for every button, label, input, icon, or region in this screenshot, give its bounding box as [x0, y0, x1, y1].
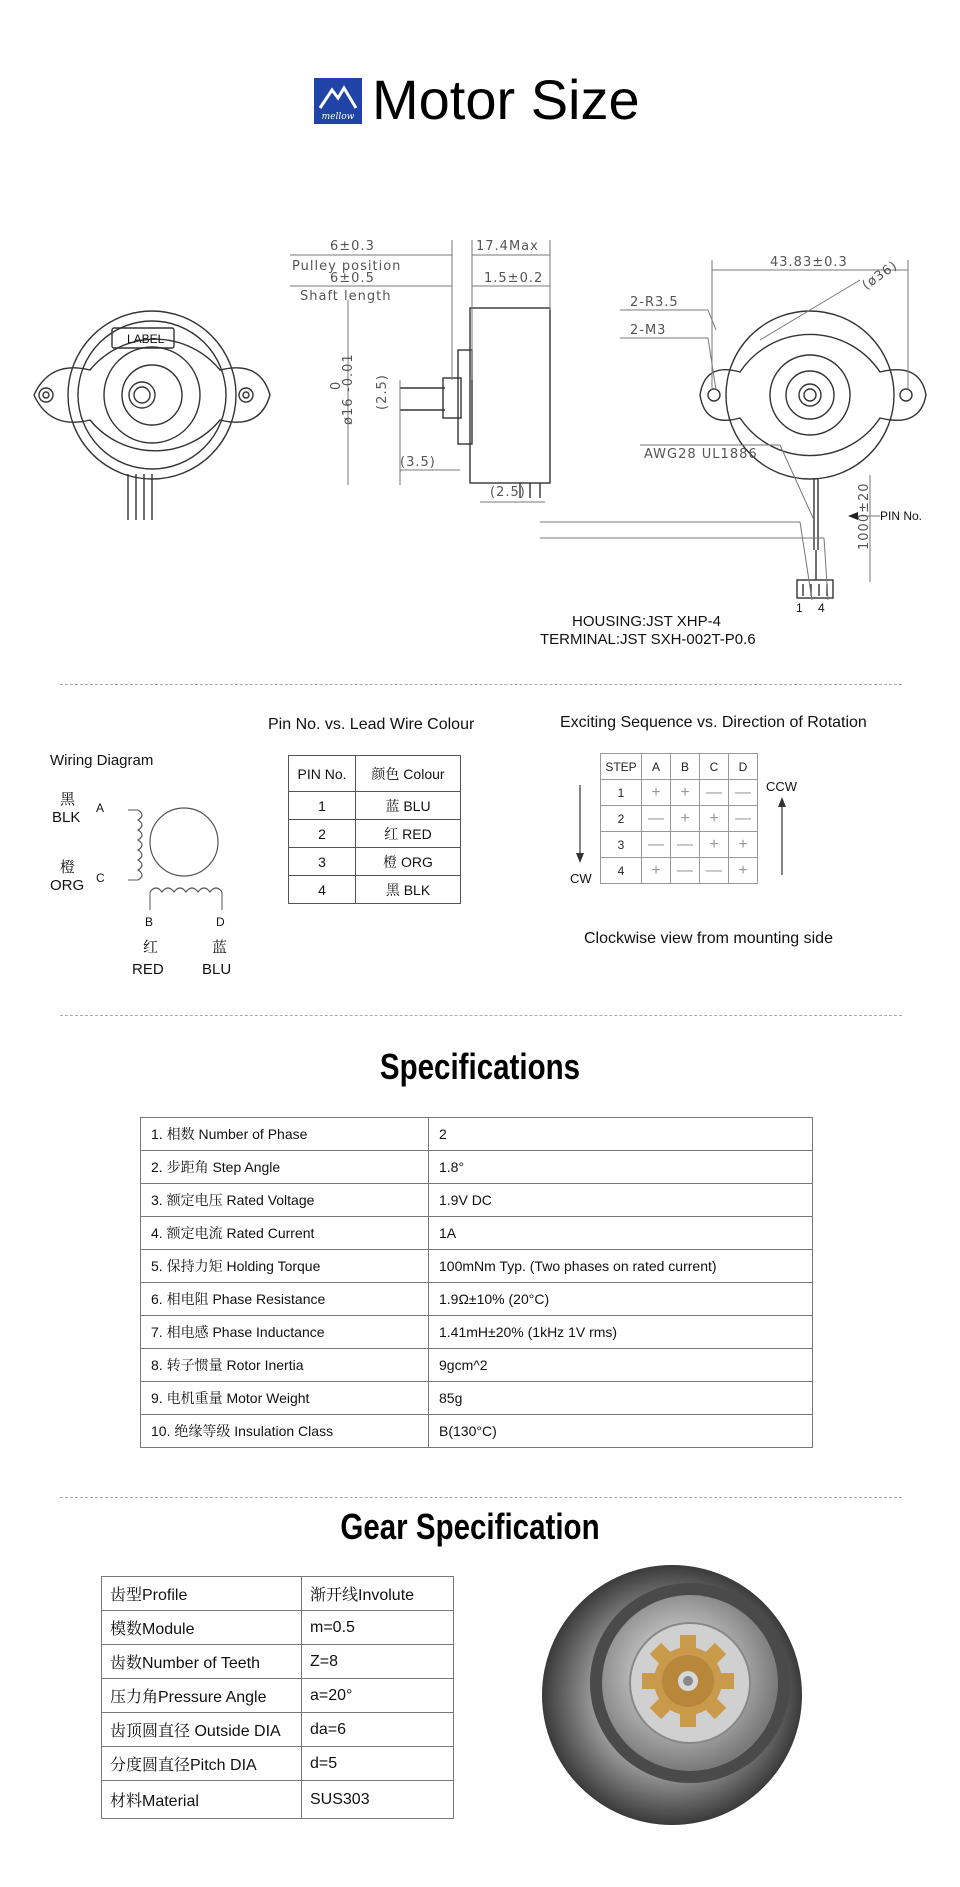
- section-divider: [60, 1015, 902, 1016]
- svg-text:17.4Max: 17.4Max: [476, 239, 539, 254]
- header-c: C: [700, 754, 729, 780]
- table-row: [141, 1118, 813, 1151]
- table-row: [141, 1250, 813, 1283]
- svg-text:BLK: BLK: [52, 809, 81, 826]
- svg-text:B: B: [145, 915, 154, 929]
- spec-label: 2. 步距角 Step Angle: [141, 1151, 429, 1184]
- gear-label: 齿数Number of Teeth: [102, 1645, 302, 1679]
- wiring-diagram: [40, 780, 260, 990]
- table-row: [289, 792, 461, 820]
- gear-label: 齿顶圆直径 Outside DIA: [102, 1713, 302, 1747]
- rear-view-flange: [700, 334, 926, 455]
- svg-text:C: C: [96, 871, 105, 885]
- spec-value: 2: [429, 1118, 813, 1151]
- svg-text:4: 4: [818, 601, 825, 615]
- svg-text:(ø36): (ø36): [859, 258, 901, 294]
- table-row: [141, 1415, 813, 1448]
- colour-cell: 黑 BLK: [356, 876, 461, 904]
- gear-label: 齿型Profile: [102, 1577, 302, 1611]
- spec-value: 1.9V DC: [429, 1184, 813, 1217]
- table-row: [141, 1349, 813, 1382]
- svg-text:红: 红: [143, 939, 159, 956]
- pin-cell: 3: [289, 848, 356, 876]
- colour-cell: 红 RED: [356, 820, 461, 848]
- table-row: [102, 1679, 454, 1713]
- svg-text:蓝: 蓝: [212, 939, 228, 956]
- gear-label: 模数Module: [102, 1611, 302, 1645]
- svg-text:CW: CW: [570, 871, 592, 886]
- svg-text:D: D: [216, 915, 225, 929]
- brass-gear-icon: [642, 1635, 734, 1727]
- gear-value: SUS303: [302, 1781, 454, 1819]
- table-row: [289, 820, 461, 848]
- table-row: [102, 1577, 454, 1611]
- spec-label: 8. 转子惯量 Rotor Inertia: [141, 1349, 429, 1382]
- motor-dimension-drawing: [0, 220, 960, 660]
- svg-text:(2.5): (2.5): [375, 374, 390, 410]
- gear-label: 压力角Pressure Angle: [102, 1679, 302, 1713]
- page-title: Motor Size: [372, 68, 640, 131]
- rotation-arrows: [570, 775, 800, 895]
- spec-value: 85g: [429, 1382, 813, 1415]
- pin-colour-table: [288, 755, 461, 904]
- polarity-cell: —: [700, 858, 729, 884]
- gear-value: Z=8: [302, 1645, 454, 1679]
- colour-cell: 橙 ORG: [356, 848, 461, 876]
- svg-text:6±0.3: 6±0.3: [330, 239, 375, 254]
- gear-value: d=5: [302, 1747, 454, 1781]
- svg-text:mellow: mellow: [321, 112, 355, 122]
- spec-value: 9gcm^2: [429, 1349, 813, 1382]
- polarity-cell: +: [700, 832, 729, 858]
- header-b: B: [671, 754, 700, 780]
- brand-logo: [314, 78, 362, 124]
- spec-label: 10. 绝缘等级 Insulation Class: [141, 1415, 429, 1448]
- gear-photo: [540, 1563, 805, 1828]
- table-row: [141, 1217, 813, 1250]
- mountain-logo-icon: [314, 78, 362, 124]
- table-row: [102, 1645, 454, 1679]
- header-colour: 颜色 Colour: [356, 756, 461, 792]
- polarity-cell: —: [729, 780, 758, 806]
- spec-value: 1A: [429, 1217, 813, 1250]
- spec-label: 1. 相数 Number of Phase: [141, 1118, 429, 1151]
- svg-text:A: A: [96, 801, 105, 815]
- pin-cell: 4: [289, 876, 356, 904]
- rotation-note: Clockwise view from mounting side: [584, 930, 833, 947]
- svg-text:ø16: ø16: [341, 397, 356, 425]
- side-view-body: [470, 308, 550, 483]
- spec-label: 5. 保持力矩 Holding Torque: [141, 1250, 429, 1283]
- table-row: [141, 1382, 813, 1415]
- gear-label: 材料Material: [102, 1781, 302, 1819]
- svg-text:0: 0: [329, 380, 344, 390]
- table-row: [289, 876, 461, 904]
- svg-text:1: 1: [796, 601, 803, 615]
- gear-value: a=20°: [302, 1679, 454, 1713]
- arrow-down-icon: [576, 853, 584, 863]
- svg-text:橙: 橙: [60, 859, 76, 876]
- table-row: [141, 1184, 813, 1217]
- table-row: [141, 1283, 813, 1316]
- table-row: [141, 1316, 813, 1349]
- header-pin: PIN No.: [289, 756, 356, 792]
- step-cell: 1: [601, 780, 642, 806]
- svg-text:AWG28 UL1886: AWG28 UL1886: [644, 447, 758, 462]
- polarity-cell: +: [729, 832, 758, 858]
- step-cell: 2: [601, 806, 642, 832]
- table-row: [102, 1781, 454, 1819]
- polarity-cell: +: [671, 780, 700, 806]
- pin-cell: 2: [289, 820, 356, 848]
- svg-text:ORG: ORG: [50, 877, 85, 894]
- spec-label: 4. 额定电流 Rated Current: [141, 1217, 429, 1250]
- spec-value: 1.9Ω±10% (20°C): [429, 1283, 813, 1316]
- table-row: [141, 1151, 813, 1184]
- header-a: A: [642, 754, 671, 780]
- polarity-cell: —: [700, 780, 729, 806]
- svg-text:2-M3: 2-M3: [630, 323, 667, 338]
- svg-text:HOUSING:JST XHP-4: HOUSING:JST XHP-4: [572, 613, 721, 630]
- polarity-cell: +: [671, 806, 700, 832]
- svg-text:-0.01: -0.01: [341, 353, 356, 392]
- table-row: [289, 848, 461, 876]
- svg-text:黑: 黑: [60, 791, 76, 808]
- spec-label: 6. 相电阻 Phase Resistance: [141, 1283, 429, 1316]
- header-d: D: [729, 754, 758, 780]
- step-cell: 3: [601, 832, 642, 858]
- gear-value: da=6: [302, 1713, 454, 1747]
- polarity-cell: +: [729, 858, 758, 884]
- specifications-title: Specifications: [379, 1046, 581, 1087]
- header-step: STEP: [601, 754, 642, 780]
- gear-value: m=0.5: [302, 1611, 454, 1645]
- svg-text:(3.5): (3.5): [400, 455, 436, 470]
- svg-text:CCW: CCW: [766, 779, 798, 794]
- spec-label: 9. 电机重量 Motor Weight: [141, 1382, 429, 1415]
- specifications-table: [140, 1117, 813, 1448]
- front-view-flange: [34, 339, 270, 451]
- polarity-cell: —: [671, 832, 700, 858]
- svg-text:2-R3.5: 2-R3.5: [630, 295, 679, 310]
- svg-text:TERMINAL:JST SXH-002T-P0.6: TERMINAL:JST SXH-002T-P0.6: [540, 631, 756, 648]
- svg-text:1.5±0.2: 1.5±0.2: [484, 271, 544, 286]
- sequence-title: Exciting Sequence vs. Direction of Rotation: [560, 714, 867, 731]
- section-divider: [60, 1497, 902, 1498]
- colour-cell: 蓝 BLU: [356, 792, 461, 820]
- pin-cell: 1: [289, 792, 356, 820]
- svg-text:43.83±0.3: 43.83±0.3: [770, 255, 848, 270]
- svg-text:Shaft length: Shaft length: [300, 289, 392, 304]
- spec-label: 7. 相电感 Phase Inductance: [141, 1316, 429, 1349]
- svg-text:6±0.5: 6±0.5: [330, 271, 375, 286]
- spec-label: 3. 额定电压 Rated Voltage: [141, 1184, 429, 1217]
- svg-text:(2.5): (2.5): [490, 485, 526, 500]
- polarity-cell: +: [642, 780, 671, 806]
- section-divider: [60, 684, 902, 685]
- table-header-row: [289, 756, 461, 792]
- svg-text:1000±20: 1000±20: [857, 482, 872, 550]
- gear-table: [101, 1576, 454, 1819]
- svg-text:Pulley position: Pulley position: [292, 259, 402, 274]
- svg-text:LABEL: LABEL: [127, 332, 165, 346]
- gear-specification-title: Gear Specification: [340, 1506, 600, 1547]
- arrow-up-icon: [778, 797, 786, 807]
- spec-value: 100mNm Typ. (Two phases on rated current): [429, 1250, 813, 1283]
- table-row: [102, 1747, 454, 1781]
- step-cell: 4: [601, 858, 642, 884]
- svg-text:PIN No.: PIN No.: [880, 509, 923, 523]
- polarity-cell: —: [642, 832, 671, 858]
- table-row: [102, 1611, 454, 1645]
- table-row: [102, 1713, 454, 1747]
- polarity-cell: —: [671, 858, 700, 884]
- polarity-cell: +: [642, 858, 671, 884]
- spec-value: 1.41mH±20% (1kHz 1V rms): [429, 1316, 813, 1349]
- spec-value: B(130°C): [429, 1415, 813, 1448]
- svg-text:BLU: BLU: [202, 961, 232, 978]
- polarity-cell: —: [729, 806, 758, 832]
- polarity-cell: +: [700, 806, 729, 832]
- pin-table-title: Pin No. vs. Lead Wire Colour: [268, 716, 475, 733]
- svg-text:RED: RED: [132, 961, 164, 978]
- spec-value: 1.8°: [429, 1151, 813, 1184]
- gear-value: 渐开线Involute: [302, 1577, 454, 1611]
- polarity-cell: —: [642, 806, 671, 832]
- gear-label: 分度圆直径Pitch DIA: [102, 1747, 302, 1781]
- wiring-diagram-title: Wiring Diagram: [50, 752, 154, 769]
